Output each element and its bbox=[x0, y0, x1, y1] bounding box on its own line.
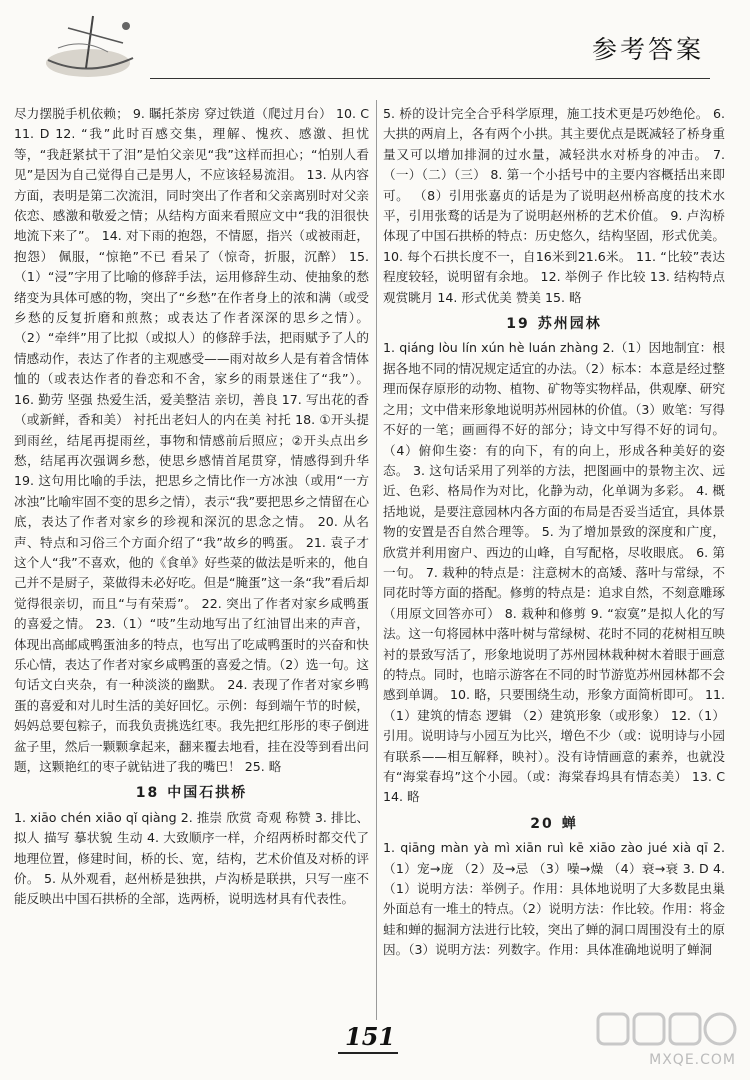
section-title: 苏州园林 bbox=[537, 316, 602, 333]
section-heading bbox=[383, 314, 725, 334]
header-title: 参考答案 bbox=[591, 35, 704, 64]
section-title: 中国石拱桥 bbox=[167, 785, 248, 802]
page-header bbox=[0, 0, 750, 92]
section-number: 19 bbox=[506, 316, 530, 333]
column-divider bbox=[376, 100, 377, 1020]
section-heading bbox=[383, 814, 725, 834]
answer-paragraph: 5. 桥的设计完全合乎科学原理，施工技术更是巧妙绝伦。 6. 大拱的两肩上，各有两个小拱。其主要优点是既减轻了桥身重量又可以增加排洞的过水量，减轻洪水对桥身的冲击。 7.（一）（二）（三） 8. 第一个小括号中的主要内容概括出来即可。 （8）引用张嘉贞的话是为了说明赵州桥高度的技术水平，引用张鹜的话是为了说明赵州桥的艺术价值。 9. 卢沟桥体现了中国石拱桥的特点：历史悠久，结构坚固，形式优美。 10. 每个石拱长度不一，自16米到21.6米。 11. “比较”表达程度较轻，说明留有余地。 12. 举例子 作比较 13. 结构特点 观赏眺月 14. 形式优美 赞美 15. 略 bbox=[383, 106, 725, 305]
page-number-underline bbox=[338, 1052, 398, 1054]
answer-paragraph: 1. xiāo chén xiāo qǐ qiàng 2. 推崇 欣赏 奇观 称赞 3. 排比、拟人 描写 摹状貌 生动 4. 大致顺序一样，介绍两桥时都交代了地理位置，修建时间，桥的长、宽，结构，艺术价值及对桥的评价。 5. 从外观看，赵州桥是独拱，卢沟桥是联拱，只写一座不能反映出中国石拱桥的全部，选两桥，说明选材具有代表性。 bbox=[14, 809, 369, 907]
answer-paragraph: 尽力摆脱手机依赖； 9. 瞩托茶房 穿过铁道（爬过月台） 10. C 11. D 12. “我”此时百感交集，理解、愧疚、感激、担忧等，“我赶紧拭干了泪”是怕父亲见“我”这样而担心；“怕别人看见”是因为自己觉得自己是男人，不应该轻易流泪。 13. 从内容方面，表明是第二次流泪，同时突出了作者和父亲离别时对父亲依恋、感激和敬爱之情；从结构方面来看照应文中“我的泪很快地流下来了”。 14. 对下雨的抱怨，不情愿，指兴（或被雨赶，抱怨） 佩服，“惊艳”不已 看呆了（惊奇，折服，沉醉） 15.（1）“浸”字用了比喻的修辞手法，运用修辞生动、使抽象的愁绪变为具体可感的物，突出了“乡愁”在作者身上的浓和满（或受乡愁的反复折磨和煎熬；或表达了作者深深的思乡之情）。（2）“牵绊”用了比拟（或拟人）的修辞手法，把雨赋予了人的情感动作，表达了作者的主观感受——雨对故乡人是有着含情体恤的（或表达作者的眷恋和不舍，家乡的雨景迷住了“我”）。 16. 勤劳 坚强 热爱生活，爱美整洁 亲切，善良 17. 写出花的香（或新鲜，香和美） 衬托出老妇人的内在美 衬托 18. ①开头提到雨丝，结尾再提雨丝，事物和情感前后照应；②开头点出乡愁，结尾再次强调乡愁，使思乡感情首尾贯穿，情感得到升华 19. 这句用比喻的手法，把思乡之情比作一方冰浊（或用“一方冰浊”比喻牢固不变的思乡之情），表示“我”要把思乡之情留在心底，表达了作者对家乡的珍视和深沉的思念之情。 20. 从名声、特点和习俗三个方面介绍了“我”故乡的鸭蛋。 21. 袁子才这个人“我”不喜欢，他的《食单》好些菜的做法是听来的，他自己并不是厨子，菜做得未必好吃。但是“腌蛋”这一条“我”看后却觉得很亲切，而且“与有荣焉”。 22. 突出了作者对家乡咸鸭蛋的喜爱之情。 23.（1）“吱”生动地写出了红油冒出来的声音，体现出高邮咸鸭蛋油多的特点，也写出了吃咸鸭蛋时的兴奋和快乐心情，表达了作者对家乡咸鸭蛋的喜爱之情。（2）选一句。这句话文白夹杂，有一种淡淡的幽默。 24. 表现了作者对家乡鸭蛋的喜爱和对儿时生活的美好回忆。示例：每到端午节的时候，妈妈总要包粽子，而我负责挑选红枣。我先把红彤彤的枣子倒进盆子里，然后一颗颗拿起来，翻来覆去地看，挂在没等到看出问题，这颗艳红的枣子就钻进了我的嘴巴！ 25. 略 bbox=[14, 106, 369, 774]
section-title: 蝉 bbox=[561, 815, 578, 832]
page-number: 151 bbox=[345, 1022, 396, 1051]
left-column bbox=[14, 104, 369, 910]
right-column bbox=[383, 104, 725, 961]
ink-boat-illustration bbox=[38, 8, 148, 88]
section-heading bbox=[14, 783, 369, 803]
section-number: 20 bbox=[530, 815, 554, 832]
answer-paragraph: 1. qiáng lòu lín xún hè luán zhàng 2.（1）因地制宜：根据各地不同的情况规定适宜的办法。（2）标本：本意是经过整理而保存原形的动物、植物、矿物等实物样品，供观摩、研究之用；文中借来形象地说明苏州园林的价值。（3）败笔：写得不好的一笔；画画得不好的部分；诗文中写得不好的词句。（4）俯仰生姿：有的向下，有的向上，形成各种美好的姿态。 3. 这句话采用了列举的方法，把图画中的景物主次、远近、色彩、格局作为对比，化静为动，化单调为多彩。 4. 概括地说，是要注意园林内各方面的布局是否妥当适宜，具体景物的安置是否自然合理等。 5. 为了增加景致的深度和广度，欣赏并利用窗户、西边的山峰，自写配格，尽收眼底。 6. 第一句。 7. 栽种的特点是：注意树木的高矮、落叶与常绿，不同花时等方面的搭配。修剪的特点是：追求自然，不刻意雕琢（用原文回答亦可） 8. 栽种和修剪 9. “寂寞”是拟人化的写法。这一句将园林中落叶树与常绿树、花时不同的花树相互映衬的景致写活了，形象地说明了苏州园林栽种树木着眼于画意的特点。同时，也暗示游客在不同的时节游览苏州园林都不会感到单调。 10. 略，只要围绕生动，形象方面简析即可。 11.（1）建筑的情态 逻辑 （2）建筑形象（或形象） 12.（1）引用。说明诗与小园互为比兴，增色不少（或：说明诗与小园有联系——相互解释，映衬）。没有诗情画意的素养，也就没有“海棠春坞”这个小园。（或：海棠春坞具有情态美） 13. C 14. 略 bbox=[383, 340, 725, 805]
answer-paragraph: 1. qiāng màn yà mì xiān ruì kē xiāo zào jué xià qī 2.（1）宠→庞 （2）及→忌 （3）噪→燥 （4）衰→衰 3. D 4.（1）说明方法：举例子。作用：具体地说明了大多数昆虫巢外面总有一堆土的特点。（2）说明方法：作比较。作用：将金蛙和蝉的掘洞方法进行比较，突出了蝉的洞口周围没有土的原因。（3）说明方法：列数字。作用：具体准确地说明了蝉洞 bbox=[383, 840, 725, 958]
header-rule bbox=[150, 78, 710, 79]
watermark-text: MXQE.COM bbox=[649, 1052, 736, 1068]
section-number: 18 bbox=[135, 785, 160, 802]
